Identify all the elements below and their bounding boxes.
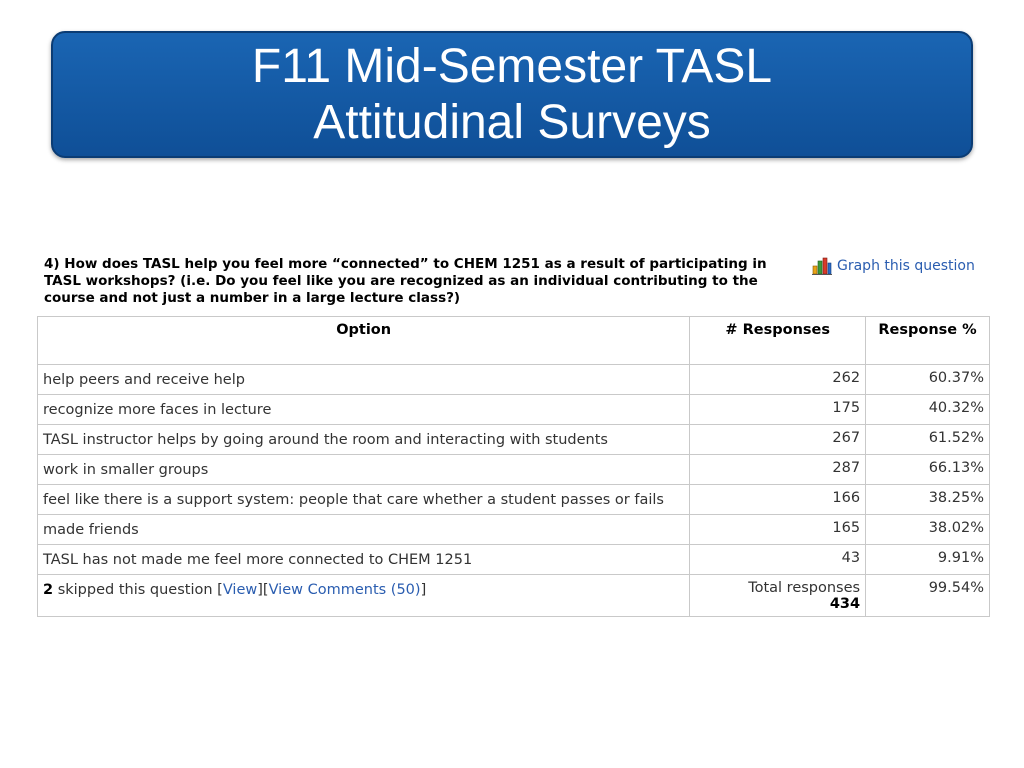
percent-cell: 66.13%: [866, 455, 990, 485]
responses-table: [37, 316, 990, 617]
table-row: [38, 365, 990, 395]
view-link[interactable]: View: [222, 582, 258, 598]
question-number: 4): [44, 256, 60, 272]
header-responses: # Responses: [690, 317, 866, 365]
responses-cell: 267: [690, 425, 866, 455]
option-cell: recognize more faces in lecture: [38, 395, 690, 425]
skipped-cell: 2 skipped this question [View][View Comments (50)]: [38, 575, 690, 617]
bar-chart-icon: [812, 257, 832, 275]
table-row: [38, 485, 990, 515]
skipped-text: skipped this question: [53, 582, 218, 598]
skipped-count: 2: [43, 582, 54, 598]
table-footer-row: [38, 575, 990, 617]
percent-cell: 61.52%: [866, 425, 990, 455]
responses-cell: 165: [690, 515, 866, 545]
percent-cell: 38.25%: [866, 485, 990, 515]
table-row: [38, 425, 990, 455]
percent-cell: 40.32%: [866, 395, 990, 425]
graph-this-question-link[interactable]: [812, 257, 975, 275]
option-cell: help peers and receive help: [38, 365, 690, 395]
responses-cell: 43: [690, 545, 866, 575]
table-row: [38, 545, 990, 575]
option-cell: made friends: [38, 515, 690, 545]
table-row: [38, 395, 990, 425]
graph-link-label: Graph this question: [837, 258, 975, 274]
option-cell: work in smaller groups: [38, 455, 690, 485]
total-responses-cell: [690, 575, 866, 617]
total-label: Total responses: [748, 580, 861, 596]
header-option: Option: [38, 317, 690, 365]
responses-cell: 166: [690, 485, 866, 515]
table-row: [38, 515, 990, 545]
responses-cell: 287: [690, 455, 866, 485]
title-line-2: Attitudinal Surveys: [313, 96, 711, 149]
responses-cell: 175: [690, 395, 866, 425]
header-percent: Response %: [866, 317, 990, 365]
title-banner: [51, 31, 973, 158]
percent-cell: 60.37%: [866, 365, 990, 395]
table-header-row: [38, 317, 990, 365]
option-cell: TASL has not made me feel more connected to CHEM 1251: [38, 545, 690, 575]
option-cell: TASL instructor helps by going around the room and interacting with students: [38, 425, 690, 455]
question-text: How does TASL help you feel more “connected” to CHEM 1251 as a result of participating in TASL workshops? (i.e. Do you feel like you are recognized as an individual contributing to the course and not just a number in a large lecture class?): [44, 256, 767, 306]
question-text-block: [44, 256, 804, 307]
percent-cell: 38.02%: [866, 515, 990, 545]
view-comments-link[interactable]: View Comments (50): [268, 582, 421, 598]
title-line-1: F11 Mid-Semester TASL: [251, 40, 773, 93]
percent-cell: 9.91%: [866, 545, 990, 575]
table-row: [38, 455, 990, 485]
total-value: 434: [829, 596, 861, 612]
total-percent-cell: 99.54%: [866, 575, 990, 617]
responses-cell: 262: [690, 365, 866, 395]
option-cell: feel like there is a support system: people that care whether a student passes or fails: [38, 485, 690, 515]
